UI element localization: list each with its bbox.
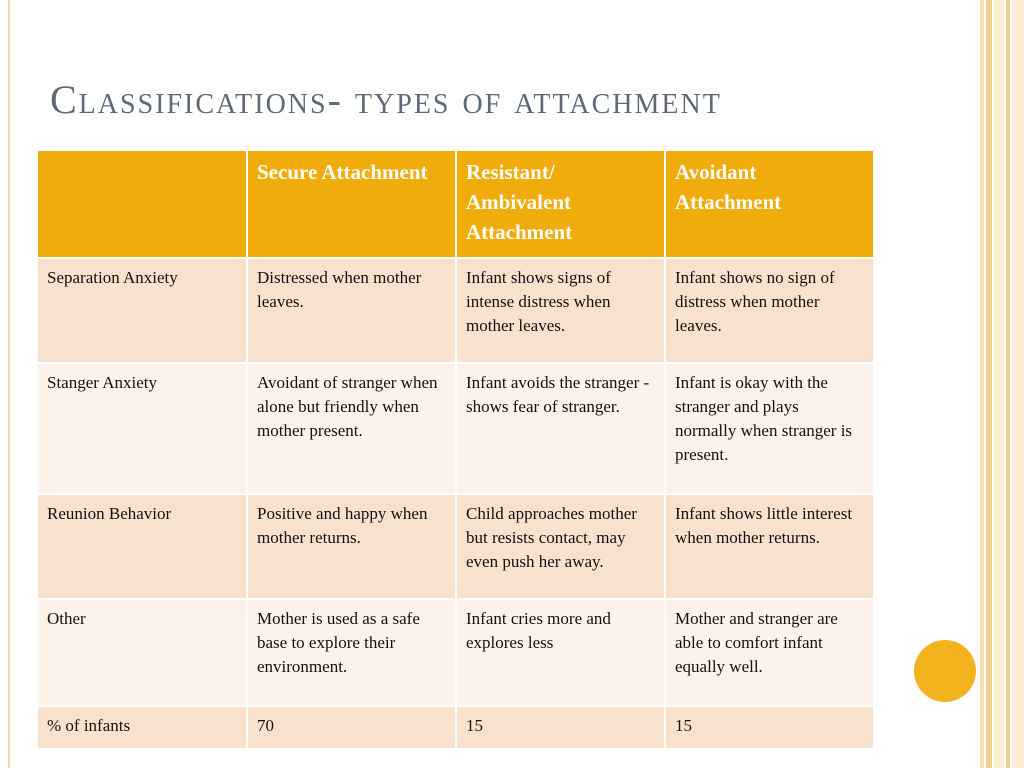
- decorative-stripe: [980, 0, 984, 768]
- table-cell: Mother is used as a safe base to explore their environment.: [247, 599, 456, 706]
- table-cell: 15: [456, 706, 665, 749]
- row-label: Stanger Anxiety: [37, 363, 247, 494]
- table-cell: Infant shows signs of intense distress when mother leaves.: [456, 258, 665, 363]
- header-cell-secure: Secure Attachment: [247, 150, 456, 258]
- table-row: [37, 363, 874, 494]
- decorative-stripe: [986, 0, 992, 768]
- table-cell: Infant shows little interest when mother returns.: [665, 494, 874, 599]
- row-label: Other: [37, 599, 247, 706]
- slide-title: Classifications- types of attachment: [50, 77, 722, 122]
- table-cell: 15: [665, 706, 874, 749]
- table-cell: Child approaches mother but resists contact, may even push her away.: [456, 494, 665, 599]
- table-row: [37, 494, 874, 599]
- header-cell-avoidant: Avoidant Attachment: [665, 150, 874, 258]
- row-label: Reunion Behavior: [37, 494, 247, 599]
- table-cell: Avoidant of stranger when alone but friendly when mother present.: [247, 363, 456, 494]
- left-border-line: [8, 0, 10, 768]
- decorative-stripe: [1006, 0, 1010, 768]
- decorative-stripe: [1012, 0, 1024, 768]
- row-label: Separation Anxiety: [37, 258, 247, 363]
- table-cell: Infant is okay with the stranger and plays normally when stranger is present.: [665, 363, 874, 494]
- table-header-row: [37, 150, 874, 258]
- table-cell: Infant cries more and explores less: [456, 599, 665, 706]
- header-cell-resistant: Resistant/ Ambivalent Attachment: [456, 150, 665, 258]
- table-cell: Infant shows no sign of distress when mother leaves.: [665, 258, 874, 363]
- table-cell: Infant avoids the stranger - shows fear of stranger.: [456, 363, 665, 494]
- row-label: % of infants: [37, 706, 247, 749]
- decorative-stripe: [994, 0, 1004, 768]
- table-cell: 70: [247, 706, 456, 749]
- table-cell: Positive and happy when mother returns.: [247, 494, 456, 599]
- header-cell-empty: [37, 150, 247, 258]
- table-row: [37, 258, 874, 363]
- table-row: [37, 599, 874, 706]
- attachment-table: [36, 149, 875, 750]
- table-cell: Mother and stranger are able to comfort infant equally well.: [665, 599, 874, 706]
- decorative-circle: [914, 640, 976, 702]
- table-row: [37, 706, 874, 749]
- table-cell: Distressed when mother leaves.: [247, 258, 456, 363]
